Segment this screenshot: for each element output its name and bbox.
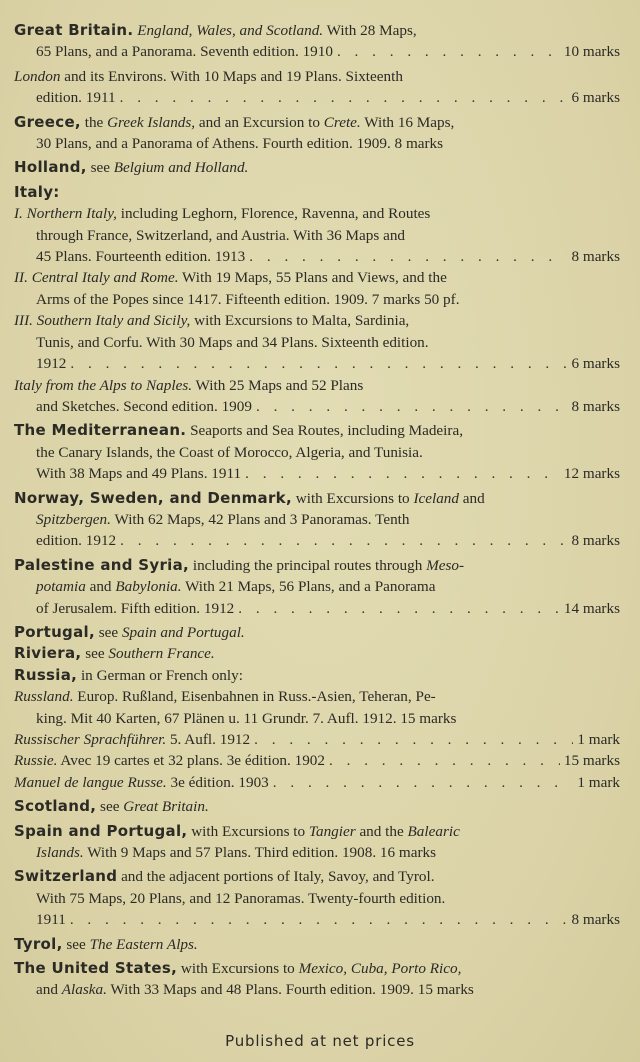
entry-text: Seaports and Sea Routes, including Madeira, — [186, 422, 463, 440]
entry-heading: Tyrol, — [14, 934, 63, 953]
entry-text: With 75 Maps, 20 Plans, and 12 Panoramas. Twenty-fourth edition. — [36, 889, 446, 907]
entry-heading: Palestine and Syria, — [14, 555, 190, 574]
entry-sprachfuhrer — [14, 729, 620, 750]
entry-scotland — [14, 796, 620, 817]
footer-note: Published at net prices — [225, 1032, 415, 1050]
leader-dots — [238, 598, 560, 619]
entry-heading: Spain and Portugal, — [14, 821, 188, 840]
price: 10 marks — [563, 43, 620, 61]
entry-text: With 33 Maps and 48 Plans. Fourth edition. 1909. 15 marks — [106, 981, 474, 999]
entry-heading: Italy: — [14, 182, 60, 201]
entry-united-states — [14, 958, 620, 1001]
price: 1 mark — [577, 773, 620, 791]
price: 15 marks — [563, 752, 620, 770]
entry-italy-southern — [14, 310, 620, 374]
entry-heading: Scotland, — [14, 797, 97, 816]
price: 12 marks — [563, 465, 620, 483]
leader-dots — [249, 246, 567, 267]
entry-heading: Russia, — [14, 665, 78, 684]
entry-russie — [14, 750, 620, 771]
price: 8 marks — [571, 532, 620, 550]
entry-title: I. Northern Italy, — [14, 205, 117, 223]
entry-text: see — [86, 159, 114, 177]
entry-palestine — [14, 555, 620, 619]
entry-title: Tangier — [308, 822, 356, 840]
entry-text: and the adjacent portions of Italy, Savoy, and Tyrol. — [117, 868, 435, 886]
entry-text: and — [36, 981, 62, 999]
entry-text: of Jerusalem. Fifth edition. 1912 — [36, 599, 235, 617]
price: 1 mark — [577, 731, 620, 748]
entry-text: 5. Aufl. 1912 — [166, 731, 251, 748]
entry-title: Russland. — [14, 688, 74, 706]
entry-text: Arms of the Popes since 1417. Fifteenth edition. 1909. 7 marks 50 pf. — [36, 290, 460, 308]
entry-text: see — [81, 645, 109, 663]
entry-heading: Riviera, — [14, 644, 82, 663]
entry-text: see — [62, 935, 90, 953]
entry-spain — [14, 821, 620, 864]
entry-text: 65 Plans, and a Panorama. Seventh edition. 1910 — [36, 43, 333, 61]
entry-title: Babylonia. — [115, 578, 182, 596]
leader-dots — [70, 909, 568, 930]
entry-title: Spitzbergen. — [36, 510, 111, 528]
entry-text: edition. 1912 — [36, 532, 117, 550]
entry-title: II. Central Italy and Rome. — [14, 269, 179, 287]
entry-text: in German or French only: — [77, 666, 243, 684]
entry-text: and — [459, 489, 485, 507]
entry-title: Italy from the Alps to Naples. — [14, 376, 193, 394]
entry-title: III. Southern Italy and Sicily, — [14, 312, 191, 330]
entry-italy-northern — [14, 203, 620, 267]
entry-text: including the principal routes through — [189, 556, 427, 574]
leader-dots — [120, 530, 567, 551]
entry-text: the — [80, 113, 108, 131]
leader-dots — [337, 41, 560, 62]
entry-text: and Sketches. Second edition. 1909 — [36, 397, 252, 415]
price: 6 marks — [571, 355, 620, 373]
entry-text: through France, Switzerland, and Austria. With 36 Maps and — [36, 226, 406, 244]
entry-text: with Excursions to — [291, 489, 414, 507]
entry-tyrol — [14, 934, 620, 955]
entry-heading: Portugal, — [14, 622, 95, 641]
price: 8 marks — [571, 397, 620, 415]
price: 8 marks — [571, 248, 620, 266]
leader-dots — [254, 729, 573, 750]
entry-text: and its Environs. With 10 Maps and 19 Plans. Sixteenth — [60, 67, 403, 85]
entry-title: Mexico, Cuba, Porto Rico, — [298, 960, 462, 978]
entry-switzerland — [14, 866, 620, 930]
entry-title: Alaska. — [61, 981, 107, 999]
entry-text: see — [94, 623, 122, 641]
leader-dots — [329, 750, 560, 771]
entry-text: Avec 19 cartes et 32 plans. 3e édition. 1902 — [57, 752, 325, 770]
entry-great-britain — [14, 20, 620, 63]
cross-reference: Great Britain. — [123, 798, 209, 816]
entry-london — [14, 66, 620, 109]
entry-title: Meso- — [426, 556, 465, 574]
entry-title: Greek Islands, — [107, 113, 196, 131]
entry-greece — [14, 112, 620, 155]
entry-heading: Norway, Sweden, and Denmark, — [14, 488, 292, 507]
entry-title: Russie. — [14, 752, 58, 770]
price: 8 marks — [571, 911, 620, 929]
entry-title: Balearic — [407, 822, 460, 840]
entry-title: England, Wales, and Scotland. — [133, 22, 324, 39]
entry-text: 3e édition. 1903 — [166, 773, 269, 791]
entry-title: Crete. — [323, 113, 361, 131]
entry-text: with Excursions to — [187, 822, 309, 840]
entry-text: including Leghorn, Florence, Ravenna, and Routes — [116, 205, 431, 223]
entry-text: and the — [355, 822, 408, 840]
entry-text: and an Excursion to — [195, 113, 324, 131]
entry-text: With 21 Maps, 56 Plans, and a Panorama — [181, 578, 436, 596]
entry-heading: Switzerland — [14, 867, 118, 886]
entry-text: With 16 Maps, — [360, 113, 455, 131]
entry-heading: The Mediterranean. — [14, 421, 187, 440]
entry-text: with Excursions to — [177, 960, 299, 978]
entry-heading: Holland, — [14, 158, 87, 177]
entry-title: Iceland — [413, 489, 459, 507]
entry-russia — [14, 665, 620, 686]
cross-reference: Spain and Portugal. — [121, 623, 245, 641]
entry-text: 1912 — [36, 355, 67, 373]
entry-text: and — [85, 578, 116, 596]
entry-text: see — [96, 798, 124, 816]
entry-title: potamia — [36, 578, 86, 596]
cross-reference: Belgium and Holland. — [113, 159, 249, 177]
entry-holland — [14, 157, 620, 178]
leader-dots — [273, 772, 574, 793]
price: 6 marks — [571, 89, 620, 107]
entry-heading: Great Britain. — [14, 21, 134, 39]
entry-portugal — [14, 622, 620, 643]
entry-text: With 38 Maps and 49 Plans. 1911 — [36, 465, 242, 483]
entry-heading: The United States, — [14, 959, 178, 978]
entry-norway — [14, 488, 620, 552]
entry-text: Tunis, and Corfu. With 30 Maps and 34 Plans. Sixteenth edition. — [36, 333, 429, 351]
entry-text: 1911 — [36, 911, 66, 929]
entry-text: Europ. Rußland, Eisenbahnen in Russ.-Asien, Teheran, Pe- — [73, 688, 436, 706]
entry-mediterranean — [14, 420, 620, 484]
entry-italy-central — [14, 267, 620, 310]
entry-italy — [14, 182, 620, 203]
entry-text: With 9 Maps and 57 Plans. Third edition. 1908. 16 marks — [83, 844, 437, 862]
entry-title: Manuel de langue Russe. — [14, 773, 167, 791]
entry-russland — [14, 686, 620, 729]
entry-italy-alps — [14, 375, 620, 418]
entry-text: With 28 Maps, — [323, 22, 417, 39]
entry-text: 45 Plans. Fourteenth edition. 1913 — [36, 248, 246, 266]
entry-text: With 62 Maps, 42 Plans and 3 Panoramas. Tenth — [110, 510, 410, 528]
leader-dots — [245, 463, 560, 484]
cross-reference: Southern France. — [108, 645, 215, 663]
entry-text: edition. 1911 — [36, 89, 116, 107]
entry-text: 30 Plans, and a Panorama of Athens. Fourth edition. 1909. 8 marks — [36, 135, 444, 153]
entry-text: the Canary Islands, the Coast of Morocco, Algeria, and Tunisia. — [36, 443, 423, 461]
leader-dots — [70, 353, 567, 374]
leader-dots — [120, 87, 568, 108]
entry-text: With 19 Maps, 55 Plans and Views, and the — [178, 269, 447, 287]
entry-text: with Excursions to Malta, Sardinia, — [190, 312, 410, 330]
entry-title: Russischer Sprachführer. — [14, 731, 167, 748]
price: 14 marks — [563, 599, 620, 617]
entry-heading: Greece, — [14, 112, 81, 131]
entry-title: Islands. — [36, 844, 84, 862]
entry-title: London — [14, 67, 61, 85]
entry-text: king. Mit 40 Karten, 67 Plänen u. 11 Grundr. 7. Aufl. 1912. 15 marks — [36, 709, 457, 727]
leader-dots — [256, 396, 568, 417]
entry-manuel — [14, 772, 620, 793]
entry-riviera — [14, 643, 620, 664]
entry-text: With 25 Maps and 52 Plans — [192, 376, 364, 394]
cross-reference: The Eastern Alps. — [89, 935, 198, 953]
